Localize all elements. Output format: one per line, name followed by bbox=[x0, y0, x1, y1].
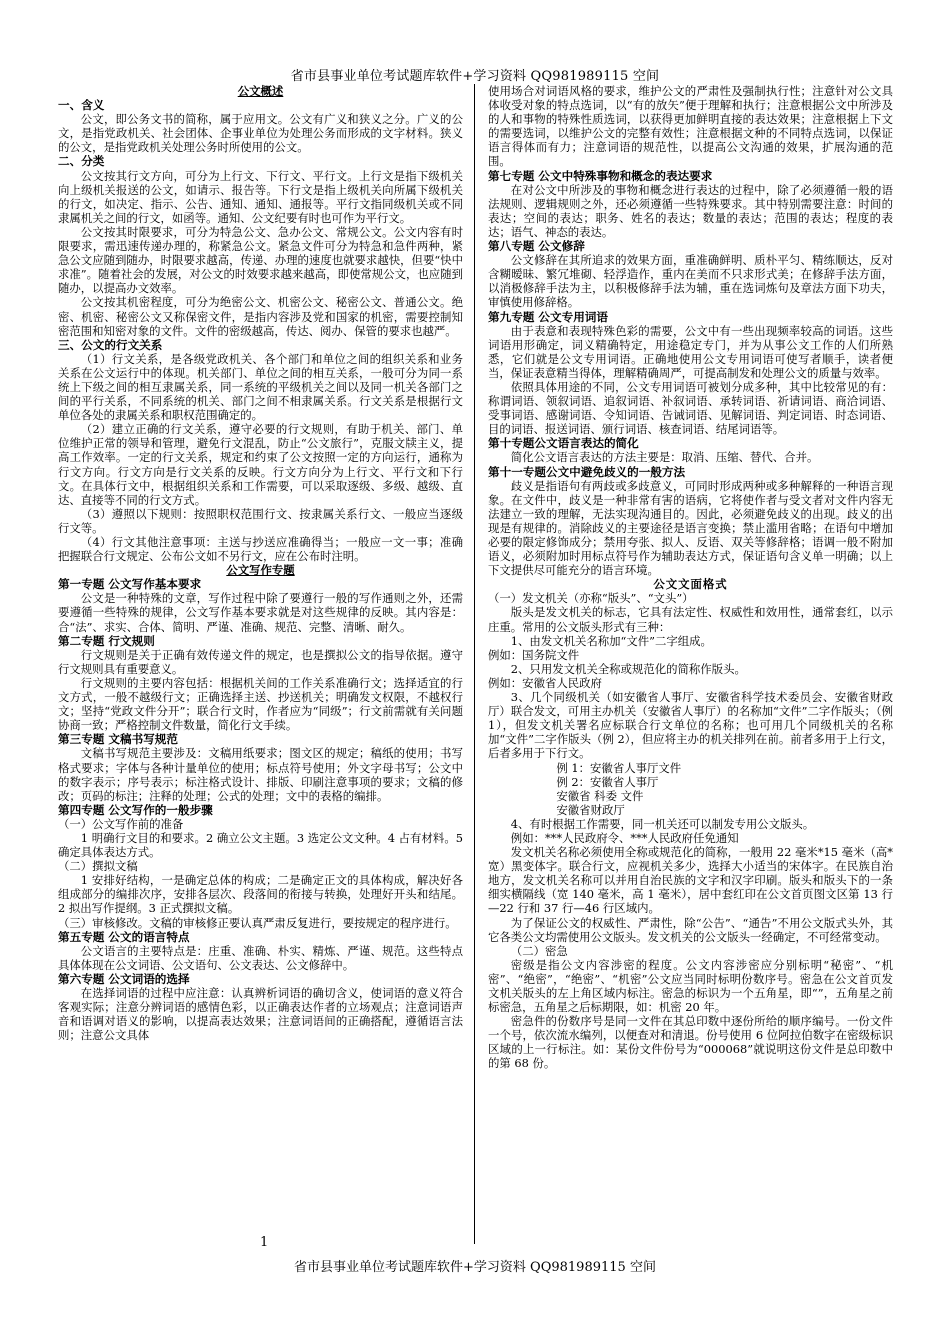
paragraph: （4）行文其他注意事项：主送与抄送应准确得当；一般应一文一事；准确把握联合行文规定、公布公文如不另行文，应在公布时注明。 bbox=[58, 535, 463, 564]
paragraph: 简化公文语言表达的方法主要是：取消、压缩、替代、合并。 bbox=[510, 450, 819, 465]
section-heading: 第四专题 公文写作的一般步骤 bbox=[58, 802, 213, 817]
paragraph: （一）发文机关（亦称“版头”、“文头”） bbox=[488, 591, 694, 606]
paragraph: 1 安排好结构，一是确定总体的构成；二是确定正文的具体构成，解决好各组成部分的编排次序，安排各层次、段落间的衔接与转换，处理好开头和结尾。2 拟出写作提纲。3 正式撰拟文稿。 bbox=[58, 873, 463, 916]
paragraph: 安徽省 科委 文件 bbox=[556, 788, 644, 803]
section-heading: 第二专题 行文规则 bbox=[58, 633, 155, 648]
section-heading: 第七专题 公文中特殊事物和概念的表达要求 bbox=[488, 168, 713, 183]
section-heading: 公文写作专题 bbox=[226, 563, 295, 578]
paragraph: （二）撰拟文稿 bbox=[58, 859, 138, 874]
paragraph: 1 明确行文目的和要求。2 确立公文主题。3 选定公文文种。4 占有材料。5 确定具体表达方式。 bbox=[58, 830, 463, 860]
paragraph: 2、只用发文机关全称或规范化的简称作版头。 bbox=[510, 661, 746, 676]
paragraph: 密急件的份数序号是同一文件在其总印数中逐份所给的顺序编号。一份文件一个号，依次流水编列，以便查对和清退。份号使用 6 位阿拉伯数字在密级标识区域的上一行标注。如：某份文件份号为“000068”就说明这份文件是总印数中的第 68 份。 bbox=[488, 1014, 893, 1071]
paragraph: 公文，即公务文书的简称，属于应用文。公文有广义和狭义之分。广义的公文，是指党政机关、社会团体、企事业单位为处理公务而形成的文字材料。狭义的公文，是指党政机关处理公务时所使用的公文。 bbox=[58, 112, 463, 155]
section-heading: 第三专题 文稿书写规范 bbox=[58, 732, 178, 747]
paragraph: （2）建立正确的行文关系，遵守必要的行文规则，有助于机关、部门、单位维护正常的领导和管理，避免行文混乱，防止“公文旅行”，克服文牍主义，提高工作效率。一定的行文关系，规定和约束了公文按照一定的方向运行，通称为行文方向。行文方向是行文关系的反映。行文方向分为上行文、平行文和下行文。在具体行文中，根据组织关系和工作需要，可以采取逐级、多级、越级、直达、直接等不同的行文方式。 bbox=[58, 422, 463, 507]
paragraph: 歧义是指语句有两歧或多歧意义，可同时形成两种或多种解释的一种语言现象。在文件中，歧义是一种非常有害的语病，它将使作者与受文者对文件内容无法建立一致的理解，无法实现沟通目的。因此，必须避免歧义的出现。歧义的出现是有规律的。消除歧义的主要途径是语言变换；禁止滥用省略；在语句中增加必要的限定修饰成分；禁用夸张、拟人、反语、双关等修辞格；语调一般不附加语义，必须附加时用标点符号作为辅助表达方式，保证语句含义单一明确；以上下文提供尽可能充分的语言环境。 bbox=[488, 478, 893, 578]
paragraph: 公文修辞在其所追求的效果方面，重准确鲜明、质朴平匀、精练顺达，反对含糊暧昧、繁冗堆砌、轻浮造作，重内在美而不只求形式美；在修辞手法方面，以消极修辞手法为主，以积极修辞手法为辅，重在选词炼句及章法方面下功夫，审慎使用修辞格。 bbox=[488, 253, 893, 310]
paragraph: 例如：***人民政府令、***人民政府任免通知 bbox=[510, 830, 739, 845]
paragraph: 例如：安徽省人民政府 bbox=[488, 675, 602, 690]
right-column bbox=[488, 84, 893, 1264]
paragraph: 例 2：安徽省人事厅 bbox=[556, 774, 659, 789]
paragraph: 公文按其时限要求，可分为特急公文、急办公文、常规公文。公文内容有时限要求，需迅速传递办理的，称紧急公文。紧急文件可分为特急和急件两种，紧急公文应随到随办，时限要求越高，传递、办理的速度也就要求越快，但要“快中求准”。随着社会的发展，对公文的时效要求越来越高，即使常规公文，也应随到随办，以提高办文效率。 bbox=[58, 224, 463, 296]
section-heading: 第六专题 公文词语的选择 bbox=[58, 971, 190, 986]
paragraph: 在对公文中所涉及的事物和概念进行表达的过程中，除了必须遵循一般的语法规则、逻辑规则之外，还必须遵循一些特殊要求。其中特别需要注意：时间的表达；空间的表达；职务、姓名的表达；数量的表达；范围的表达；程度的表达；语气、神态的表达。 bbox=[488, 182, 893, 239]
paragraph: （3）遵照以下规则：按照职权范围行文、按隶属关系行文、一般应当逐级行文等。 bbox=[58, 506, 463, 535]
section-heading: 第九专题 公文专用词语 bbox=[488, 309, 608, 324]
paragraph: 公文是一种特殊的文章，写作过程中除了要遵行一般的写作通则之外，还需要遵循一些特殊的规律，公文写作基本要求就是对这些规律的反映。其内容是：合“法”、求实、合体、简明、严谨、准确、规范、完整、清晰、耐久。 bbox=[58, 591, 463, 634]
paragraph: 行文规则的主要内容包括：根据机关间的工作关系准确行文；选择适宜的行文方式，一般不越级行文；正确选择主送、抄送机关；明确发文权限，不越权行文；坚持“党政文件分开”；联合行文时，作者应为“同级”；行文前需就有关问题协商一致；严格控制文件数量，简化行文手续。 bbox=[58, 675, 463, 733]
section-heading: 第一专题 公文写作基本要求 bbox=[58, 577, 202, 592]
paragraph: （三）审核修改。文稿的审核修正要认真严肃反复进行，要按规定的程序进行。 bbox=[58, 915, 457, 930]
section-heading: 第十专题公文语言表达的简化 bbox=[488, 436, 639, 451]
paragraph: 文稿书写规范主要涉及：文稿用纸要求；图文区的规定；稿纸的使用；书写格式要求；字体与各种计量单位的使用；标点符号使用；外文字母书写；公文中的数字表示；序号表示；标注格式设计、排版、印刷注意事项的要求；文稿的修改；页码的标注；注释的处理；公式的处理；文中的表格的编排。 bbox=[58, 746, 463, 803]
paragraph: 公文按其行文方向，可分为上行文、下行文、平行文。上行文是指下级机关向上级机关报送的公文，如请示、报告等。下行文是指上级机关向所属下级机关的行文，如决定、指示、公告、通知、通知、通报等。平行文指同级机关或不同隶属机关之间的行文，如函等。通知、公文纪要有时也可作为平行文。 bbox=[58, 168, 463, 225]
paragraph: 公文按其机密程度，可分为绝密公文、机密公文、秘密公文、普通公文。绝密、机密、秘密公文又称保密文件，是指内容涉及党和国家的机密，需要控制知密范围和知密对象的文件。文件的密级越高，传达、阅办、保管的要求也越严。 bbox=[58, 295, 463, 338]
section-heading: 第八专题 公文修辞 bbox=[488, 239, 585, 254]
paragraph: 安徽省财政厅 bbox=[556, 802, 625, 817]
left-column bbox=[58, 84, 463, 1264]
page-number: 1 bbox=[260, 1235, 269, 1250]
paragraph: 版头是发文机关的标志，它具有法定性、权威性和效用性，通常套红，以示庄重。常用的公文版头形式有三种： bbox=[488, 605, 893, 634]
page-header: 省市县事业单位考试题库软件+学习资料 QQ981989115 空间 bbox=[290, 69, 660, 84]
paragraph: 发文机关名称必须使用全称或规范化的简称，一般用 22 毫米*15 毫米（高*宽）黑变体字。联合行文，应视机关多少，选择大小适当的宋体字。在民族自治地方，发文机关名称可以并用自治民族的文字和汉字印刷。版头和版头下的一条细实横隔线（宽 140 毫米，高 1 毫米），居中套红印在公文首页图文区第 13 行—22 行和 37 行—46 行区域内。 bbox=[488, 845, 893, 916]
paragraph: 使用场合对词语风格的要求，维护公文的严肃性及强制执行性；注意针对公文具体收受对象的特点选词，以“有的放矢”便于理解和执行；注意根据公文中所涉及的人和事物的特殊性质选词，以获得更加鲜明直接的表达效果；注意根据上下文的需要选词，以维护公文的完整有效性；注意根据文种的不同特点选词，以保证语言得体而有力；注意词语的规范性，以提高公文沟通的效果，扩展沟通的范围。 bbox=[488, 84, 893, 169]
page-footer: 省市县事业单位考试题库软件+学习资料 QQ981989115 空间 bbox=[294, 1260, 656, 1275]
column-divider bbox=[474, 84, 475, 1244]
paragraph: 为了保证公文的权威性、严肃性，除“公告”、“通告”不用公文版式头外，其它各类公文均需使用公文版头。发文机关的公文版头一经确定，不可经常变动。 bbox=[488, 915, 893, 944]
section-heading: 三、公文的行文关系 bbox=[58, 337, 163, 352]
section-heading: 一、含义 bbox=[58, 98, 105, 113]
section-heading: 公文概述 bbox=[237, 84, 284, 98]
paragraph: （二）密急 bbox=[510, 943, 568, 958]
paragraph: 例如：国务院文件 bbox=[488, 647, 580, 662]
paragraph: 行文规则是关于正确有效传递文件的规定，也是撰拟公文的指导依据。遵守行文规则具有重要意义。 bbox=[58, 647, 463, 676]
paragraph: （一）公文写作前的准备 bbox=[58, 816, 184, 831]
section-heading: 公文文面格式 bbox=[653, 577, 728, 592]
paragraph: 1、由发文机关名称加“文件”二字组成。 bbox=[510, 633, 712, 648]
paragraph: 3、几个同级机关（如安徽省人事厅、安徽省科学技术委员会、安徽省财政厅）联合发文，可用主办机关（安徽省人事厅）的名称加“文件”二字作版头；（例 1），但发文机关署名应标联合行文单位的名称；也可用几个同级机关的名称加“文件”二字作版头（例 2），但应将主办的机关排列在前。前者多用于上行文，后者多用于下行文。 bbox=[488, 690, 893, 761]
paragraph: 依照具体用途的不同，公文专用词语可被划分成多种，其中比较常见的有：称谓词语、领叙词语、追叙词语、补叙词语、承转词语、祈请词语、商洽词语、受事词语、感谢词语、令知词语、告诫词语、见解词语、判定词语、时态词语、目的词语、报送词语、颁行词语、核查词语、结尾词语等。 bbox=[488, 379, 893, 437]
paragraph: 由于表意和表现特殊色彩的需要，公文中有一些出现频率较高的词语。这些词语用形确定，词义精确特定，用途稳定专门，并为从事公文工作的人们所熟悉，它们就是公文专用词语。正确地使用公文专用词语可使写者顺手，读者便当，保证表意精当得体，理解精确周严，可提高制发和处理公文的质量与效率。 bbox=[488, 323, 893, 380]
paragraph: 例 1：安徽省人事厅文件 bbox=[556, 760, 682, 775]
section-heading: 第十一专题公文中避免歧义的一般方法 bbox=[488, 464, 686, 479]
section-heading: 第五专题 公文的语言特点 bbox=[58, 929, 190, 944]
paragraph: 在选择词语的过程中应注意：认真辨析词语的确切含义，使词语的意义符合客观实际；注意分辨词语的感情色彩，以正确表达作者的立场观点；注意词语声音和语调对语义的影响，以提高表达效果；注意词语间的正确搭配，遵循语言法则；注意公文具体 bbox=[58, 986, 463, 1043]
paragraph: （1）行文关系，是各级党政机关、各个部门和单位之间的组织关系和业务关系在公文运行中的体现。机关部门、单位之间的相互关系，一般可分为同一系统上下级之间的相互隶属关系，同一系统的平级机关之间以及同一机关各部门之间的平行关系，不同系统的机关、部门之间不相隶属关系。行文关系是根据行文单位各处的隶属关系和职权范围确定的。 bbox=[58, 351, 463, 423]
section-heading: 二、分类 bbox=[58, 154, 105, 169]
paragraph: 密级是指公文内容涉密的程度。公文内容涉密应分别标明“秘密”、“机密”、“绝密”，“绝密”、“机密”公文应当同时标明份数序号。密急在公文首页发文机关版头的左上角区域内标注。密急的标识为一个五角星，即“”，五角星之前标密急，五角星之后标期限，如：机密 20 年。 bbox=[488, 957, 893, 1015]
paragraph: 公文语言的主要特点是：庄重、准确、朴实、精炼、严谨、规范。这些特点具体体现在公文词语、公文语句、公文表达、公文修辞中。 bbox=[58, 943, 463, 972]
paragraph: 4、有时根据工作需要，同一机关还可以制发专用公文版头。 bbox=[510, 816, 815, 831]
